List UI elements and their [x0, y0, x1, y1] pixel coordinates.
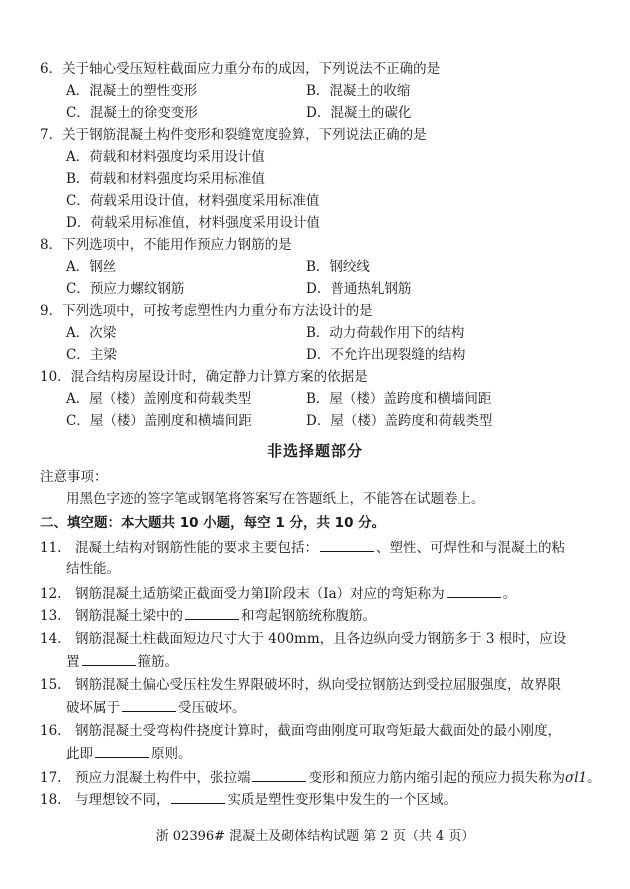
question-18 [40, 790, 457, 809]
question-11 [40, 538, 565, 557]
question-8-stem: 8．下列选项中，不能用作预应力钢筋的是 [40, 237, 292, 253]
question-6-stem: 6．关于轴心受压短柱截面应力重分布的成因，下列说法不正确的是 [40, 61, 441, 77]
question-13 [40, 606, 376, 625]
answer-blank[interactable] [185, 606, 239, 620]
question-7-stem: 7．关于钢筋混凝土构件变形和裂缝宽度验算，下列说法正确的是 [40, 127, 427, 143]
question-14-line-1: 14. 钢筋混凝土柱截面短边尺寸大于 400mm，且各边纵向受力钢筋多于 3 根时，应设 [40, 631, 567, 647]
question-15-text-b: 破坏属于 [66, 700, 120, 716]
question-11-continued: 结性能。 [66, 561, 120, 577]
question-14-text-b: 置 [66, 654, 80, 670]
answer-blank[interactable] [82, 652, 136, 666]
question-6-option-b: B．混凝土的收缩 [306, 83, 411, 99]
question-10-stem: 10．混合结构房屋设计时，确定静力计算方案的依据是 [40, 369, 368, 385]
question-16-text-b: 此即 [66, 746, 93, 762]
answer-blank[interactable] [95, 744, 149, 758]
page-footer: 浙 02396# 混凝土及砌体结构试题 第 2 页（共 4 页） [155, 829, 475, 844]
sigma-l1-symbol: σl1 [564, 770, 588, 786]
question-15-line-1: 15. 钢筋混凝土偏心受压柱发生界限破坏时，纵向受拉钢筋达到受拉屈服强度，故界限 [40, 677, 561, 693]
question-7-option-c: C．荷载采用设计值，材料强度采用标准值 [66, 193, 320, 209]
question-6-option-c: C．混凝土的徐变变形 [66, 105, 198, 121]
question-6-option-a: A．混凝土的塑性变形 [66, 83, 198, 99]
question-17-text-a: 17. 预应力混凝土构件中，张拉端 [40, 770, 251, 786]
question-18-text-a: 18. 与理想铰不同， [40, 792, 170, 808]
question-18-text-b: 实质是塑性变形集中发生的一个区域。 [227, 792, 457, 808]
question-8-option-d: D．普通热轧钢筋 [306, 281, 412, 297]
question-10-option-d: D．屋（楼）盖跨度和荷载类型 [306, 413, 493, 429]
question-7-option-a: A．荷载和材料强度均采用设计值 [66, 149, 265, 165]
question-10-option-c: C．屋（楼）盖刚度和横墙间距 [66, 413, 252, 429]
question-16-line-1: 16. 钢筋混凝土受弯构件挠度计算时，截面弯曲刚度可取弯矩最大截面处的最小刚度， [40, 723, 561, 739]
question-14-text-c: 箍筋。 [137, 654, 178, 670]
notice-label: 注意事项： [40, 469, 108, 485]
question-16-line-2 [66, 744, 192, 763]
question-7-option-d: D．荷载采用标准值，材料强度采用设计值 [66, 215, 320, 231]
question-8-option-b: B．钢绞线 [306, 259, 370, 275]
question-11-text-b: 、塑性、可焊性和与混凝土的粘 [375, 540, 565, 556]
question-13-text-a: 13. 钢筋混凝土梁中的 [40, 608, 183, 624]
answer-blank[interactable] [320, 538, 374, 552]
question-7-option-b: B．荷载和材料强度均采用标准值 [66, 171, 265, 187]
question-12-text-a: 12. 钢筋混凝土适筋梁正截面受力第Ⅰ阶段末（Ⅰa）对应的弯矩称为 [40, 586, 445, 602]
question-17-text-d: 。 [587, 770, 601, 786]
part2-header: 二、填空题：本大题共 10 小题，每空 1 分，共 10 分。 [40, 515, 386, 531]
question-10-option-b: B．屋（楼）盖跨度和横墙间距 [306, 391, 492, 407]
question-17 [40, 768, 601, 787]
question-11-text-a: 11. 混凝土结构对钢筋性能的要求主要包括： [40, 540, 318, 556]
question-9-stem: 9．下列选项中，可按考虑塑性内力重分布方法设计的是 [40, 303, 373, 319]
answer-blank[interactable] [122, 698, 176, 712]
notice-text: 用黑色字迹的签字笔或钢笔将答案写在答题纸上，不能答在试题卷上。 [66, 491, 485, 507]
question-12-text-b: 。 [502, 586, 517, 602]
answer-blank[interactable] [171, 790, 225, 804]
question-9-option-a: A．次梁 [66, 325, 117, 341]
question-10-option-a: A．屋（楼）盖刚度和荷载类型 [66, 391, 252, 407]
question-15-text-c: 受压破坏。 [178, 700, 246, 716]
question-8-option-c: C．预应力螺纹钢筋 [66, 281, 185, 297]
answer-blank[interactable] [447, 584, 501, 598]
question-12 [40, 584, 516, 603]
question-9-option-b: B．动力荷载作用下的结构 [306, 325, 465, 341]
answer-blank[interactable] [252, 768, 306, 782]
question-14-line-2 [66, 652, 178, 671]
question-6-option-d: D．混凝土的碳化 [306, 105, 412, 121]
question-8-option-a: A．钢丝 [66, 259, 117, 275]
question-15-line-2 [66, 698, 246, 717]
question-17-text-b: 变形和预应力筋内缩引起的预应力损失称为 [308, 770, 565, 786]
question-9-option-d: D．不允许出现裂缝的结构 [306, 347, 466, 363]
question-9-option-c: C．主梁 [66, 347, 117, 363]
question-13-text-b: 和弯起钢筋统称腹筋。 [240, 608, 376, 624]
section-title: 非选择题部分 [266, 442, 363, 460]
question-16-text-c: 原则。 [151, 746, 192, 762]
